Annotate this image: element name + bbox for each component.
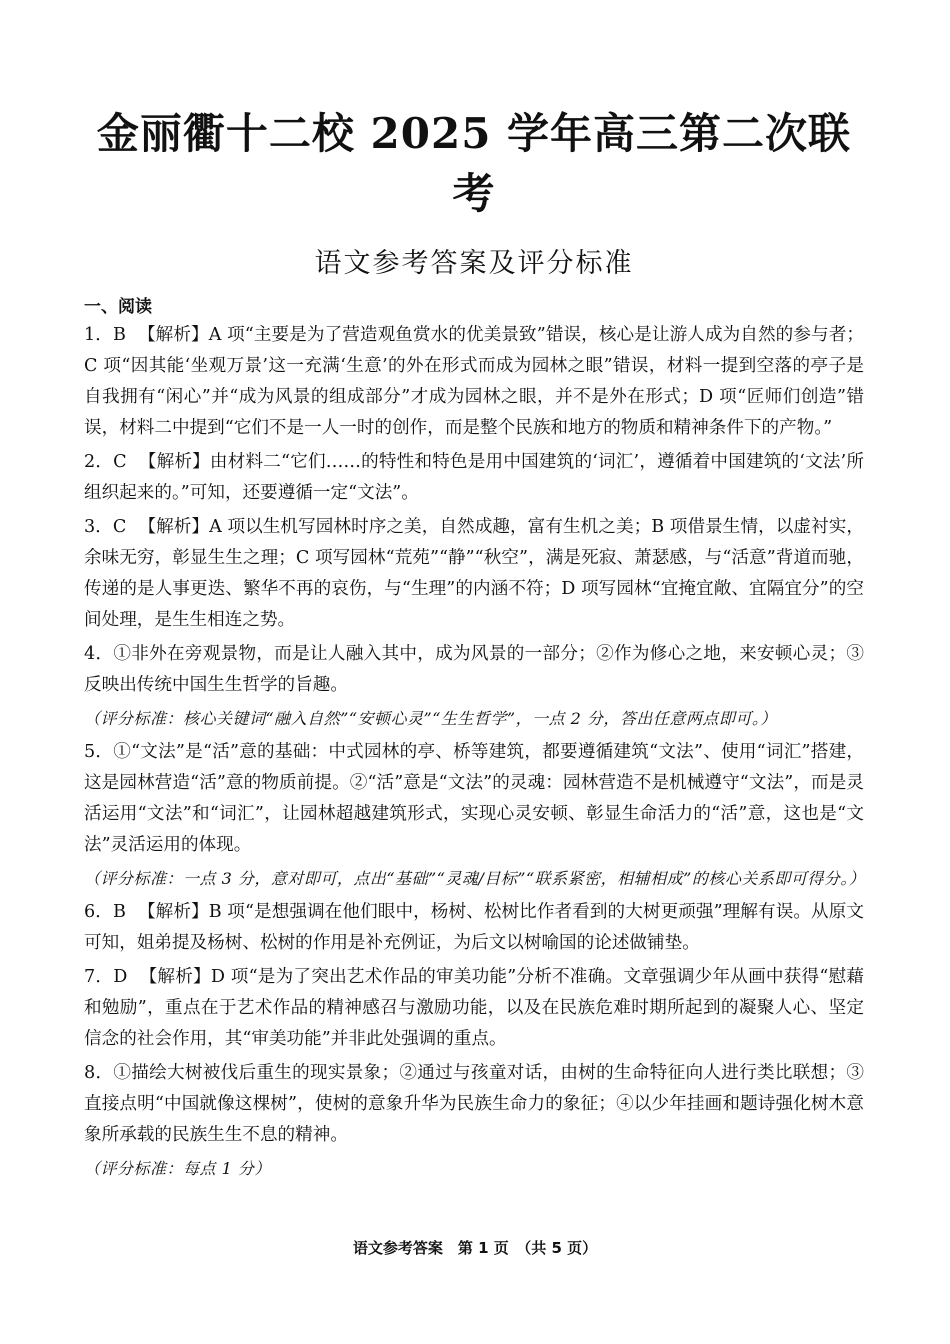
- answer-item-7: [84, 962, 864, 1055]
- answer-item-8: [84, 1058, 864, 1151]
- item-number: 4．: [84, 644, 114, 664]
- item-tag: 【解析】: [138, 517, 210, 537]
- scoring-note-8: （评分标准：每点 1 分）: [84, 1159, 271, 1178]
- item-number: 3．C: [84, 517, 127, 537]
- item-text: A 项“主要是为了营造观鱼赏水的优美景致”错误，核心是让游人成为自然的参与者；C 项“因其能‘坐观万景’这一充满‘生意’的外在形式而成为园林之眼”错误，材料一提到空落的亭子是自我拥有“闲心”并“成为风景的组成部分”才成为园林之眼，并不是外在形式；D 项“匠师们创造”错误，材料二中提到“它们不是一人一时的创作，而是整个民族和地方的物质和精神条件下的产物。”: [84, 325, 864, 438]
- answer-item-6: [84, 897, 864, 959]
- item-text: 由材料二“它们……的特性和特色是用中国建筑的‘词汇’，遵循着中国建筑的‘文法’所组织起来的。”可知，还要遵循一定“文法”。: [84, 452, 864, 503]
- scoring-note-5: （评分标准：一点 3 分，意对即可，点出“基础”“灵魂/目标”“联系紧密，相辅相成”的核心关系即可得分。）: [84, 869, 866, 888]
- item-tag: 【解析】: [137, 325, 209, 345]
- item-number: 7．D: [84, 967, 128, 987]
- answer-item-2: [84, 447, 864, 509]
- answer-item-1: [84, 320, 864, 444]
- item-text: A 项以生机写园林时序之美，自然成趣，富有生机之美；B 项借景生情，以虚衬实，余味无穷，彰显生生之理；C 项写园林“荒苑”“静”“秋空”，满是死寂、萧瑟感，与“活意”背道而驰，传递的是人事更迭、繁华不再的哀伤，与“生理”的内涵不符；D 项写园林“宜掩宜敞、宜隔宜分”的空间处理，是生生相连之势。: [84, 517, 864, 630]
- item-text: B 项“是想强调在他们眼中，杨树、松树比作者看到的大树更顽强”理解有误。从原文可知，姐弟提及杨树、松树的作用是补充例证，为后文以树喻国的论述做铺垫。: [84, 902, 865, 953]
- item-text: ①“文法”是“活”意的基础：中式园林的亭、桥等建筑，都要遵循建筑“文法”、使用“词汇”搭建，这是园林营造“活”意的物质前提。②“活”意是“文法”的灵魂：园林营造不是机械遵守“文法”，而是灵活运用“文法”和“词汇”，让园林超越建筑形式，实现心灵安顿、彰显生命活力的“活”意，这也是“文法”灵活运用的体现。: [84, 742, 864, 855]
- item-tag: 【解析】: [137, 902, 209, 922]
- item-number: 8．: [84, 1063, 114, 1083]
- answer-item-3: [84, 512, 864, 636]
- item-number: 6．B: [84, 902, 126, 922]
- scoring-note-4: （评分标准：核心关键词“融入自然”“安顿心灵”“生生哲学”，一点 2 分，答出任意两点即可。）: [84, 709, 777, 728]
- page-title: 金丽衢十二校 2025 学年高三第二次联考: [96, 109, 852, 218]
- item-text: D 项“是为了突出艺术作品的审美功能”分析不准确。文章强调少年从画中获得“慰藉和勉励”，重点在于艺术作品的精神感召与激励功能，以及在民族危难时期所起到的凝聚人心、坚定信念的社会作用，其“审美功能”并非此处强调的重点。: [84, 967, 864, 1049]
- answer-item-5: [84, 737, 864, 861]
- item-number: 5．: [84, 742, 114, 762]
- item-number: 2．C: [84, 452, 127, 472]
- answer-item-4: [84, 639, 864, 701]
- item-tag: 【解析】: [138, 452, 210, 472]
- page-footer: 语文参考答案 第 1 页 （共 5 页）: [352, 1239, 598, 1257]
- item-tag: 【解析】: [139, 967, 211, 987]
- page-subtitle: 语文参考答案及评分标准: [314, 248, 634, 279]
- item-text: ①非外在旁观景物，而是让人融入其中，成为风景的一部分；②作为修心之地，来安顿心灵；③反映出传统中国生生哲学的旨趣。: [84, 644, 864, 695]
- item-text: ①描绘大树被伐后重生的现实景象；②通过与孩童对话，由树的生命特征向人进行类比联想；③直接点明“中国就像这棵树”，使树的意象升华为民族生命力的象征；④以少年挂画和题诗强化树木意象所承载的民族生生不息的精神。: [84, 1063, 864, 1145]
- item-number: 1．B: [84, 325, 126, 345]
- section-heading-reading: 一、阅读: [84, 297, 152, 317]
